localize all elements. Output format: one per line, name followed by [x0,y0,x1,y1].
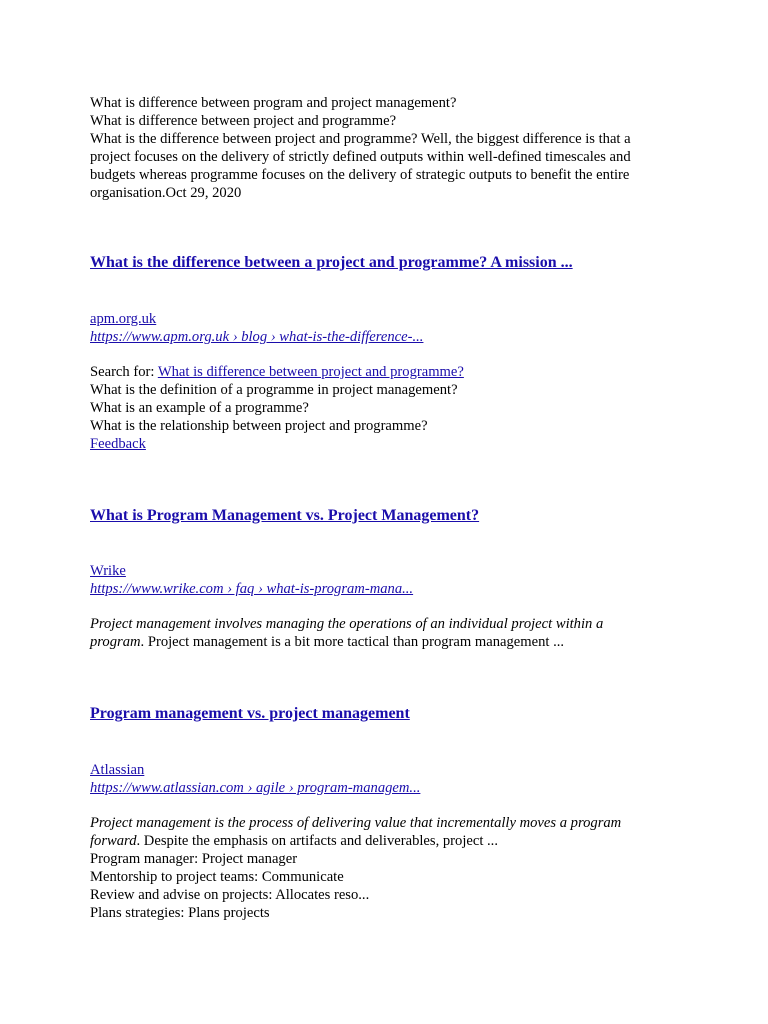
comparison-row: Review and advise on projects: Allocates reso... [90,887,370,903]
snippet-italic: program [90,634,141,650]
top-answer-block [90,94,670,202]
comparison-row: Mentorship to project teams: Communicate [90,869,344,885]
feedback-link[interactable]: Feedback [90,436,146,452]
related-searches [90,363,670,453]
result-body [90,761,670,797]
result-site-link[interactable]: Atlassian [90,762,145,778]
comparison-row: Program manager: Project manager [90,851,298,867]
snippet-italic: forward [90,833,137,849]
related-question: What is the relationship between project and programme? [90,418,428,434]
result-body [90,310,670,346]
search-result [90,254,670,272]
snippet-line: Project management involves managing the operations of an individual project within a [90,616,604,632]
answer-line: budgets whereas programme focuses on the delivery of strategic outputs to benefit the entire [90,167,630,183]
answer-line: organisation.Oct 29, 2020 [90,185,242,201]
result-title-link[interactable]: What is Program Management vs. Project Management? [90,507,480,524]
snippet-text: . Project management is a bit more tactical than program management ... [140,634,565,650]
answer-line: What is the difference between project and programme? Well, the biggest difference is that a [90,131,631,147]
result-site-link[interactable]: Wrike [90,563,126,579]
result-body [90,562,670,598]
related-question: What is an example of a programme? [90,400,309,416]
result-site-link[interactable]: apm.org.uk [90,311,157,327]
search-for-link[interactable]: What is difference between project and programme? [157,364,464,380]
comparison-row: Plans strategies: Plans projects [90,905,270,921]
snippet-line: Project management is the process of delivering value that incrementally moves a program [90,815,622,831]
question-line: What is difference between project and programme? [90,113,397,129]
result-url-link[interactable]: https://www.wrike.com › faq › what-is-program-mana... [90,581,414,597]
result-snippet [90,814,670,922]
result-url-link[interactable]: https://www.apm.org.uk › blog › what-is-the-difference-... [90,329,424,345]
answer-line: project focuses on the delivery of strictly defined outputs within well-defined timescales and [90,149,631,165]
result-title-link[interactable]: Program management vs. project management [90,705,410,722]
search-for-label: Search for: [90,364,158,380]
snippet-text: . Despite the emphasis on artifacts and deliverables, project ... [136,833,498,849]
search-result [90,507,670,525]
result-url-link[interactable]: https://www.atlassian.com › agile › program-managem... [90,780,421,796]
related-question: What is the definition of a programme in project management? [90,382,458,398]
search-result [90,705,670,723]
question-line: What is difference between program and project management? [90,95,457,111]
result-title-link[interactable]: What is the difference between a project and programme? A mission ... [90,254,573,271]
result-snippet [90,615,670,651]
